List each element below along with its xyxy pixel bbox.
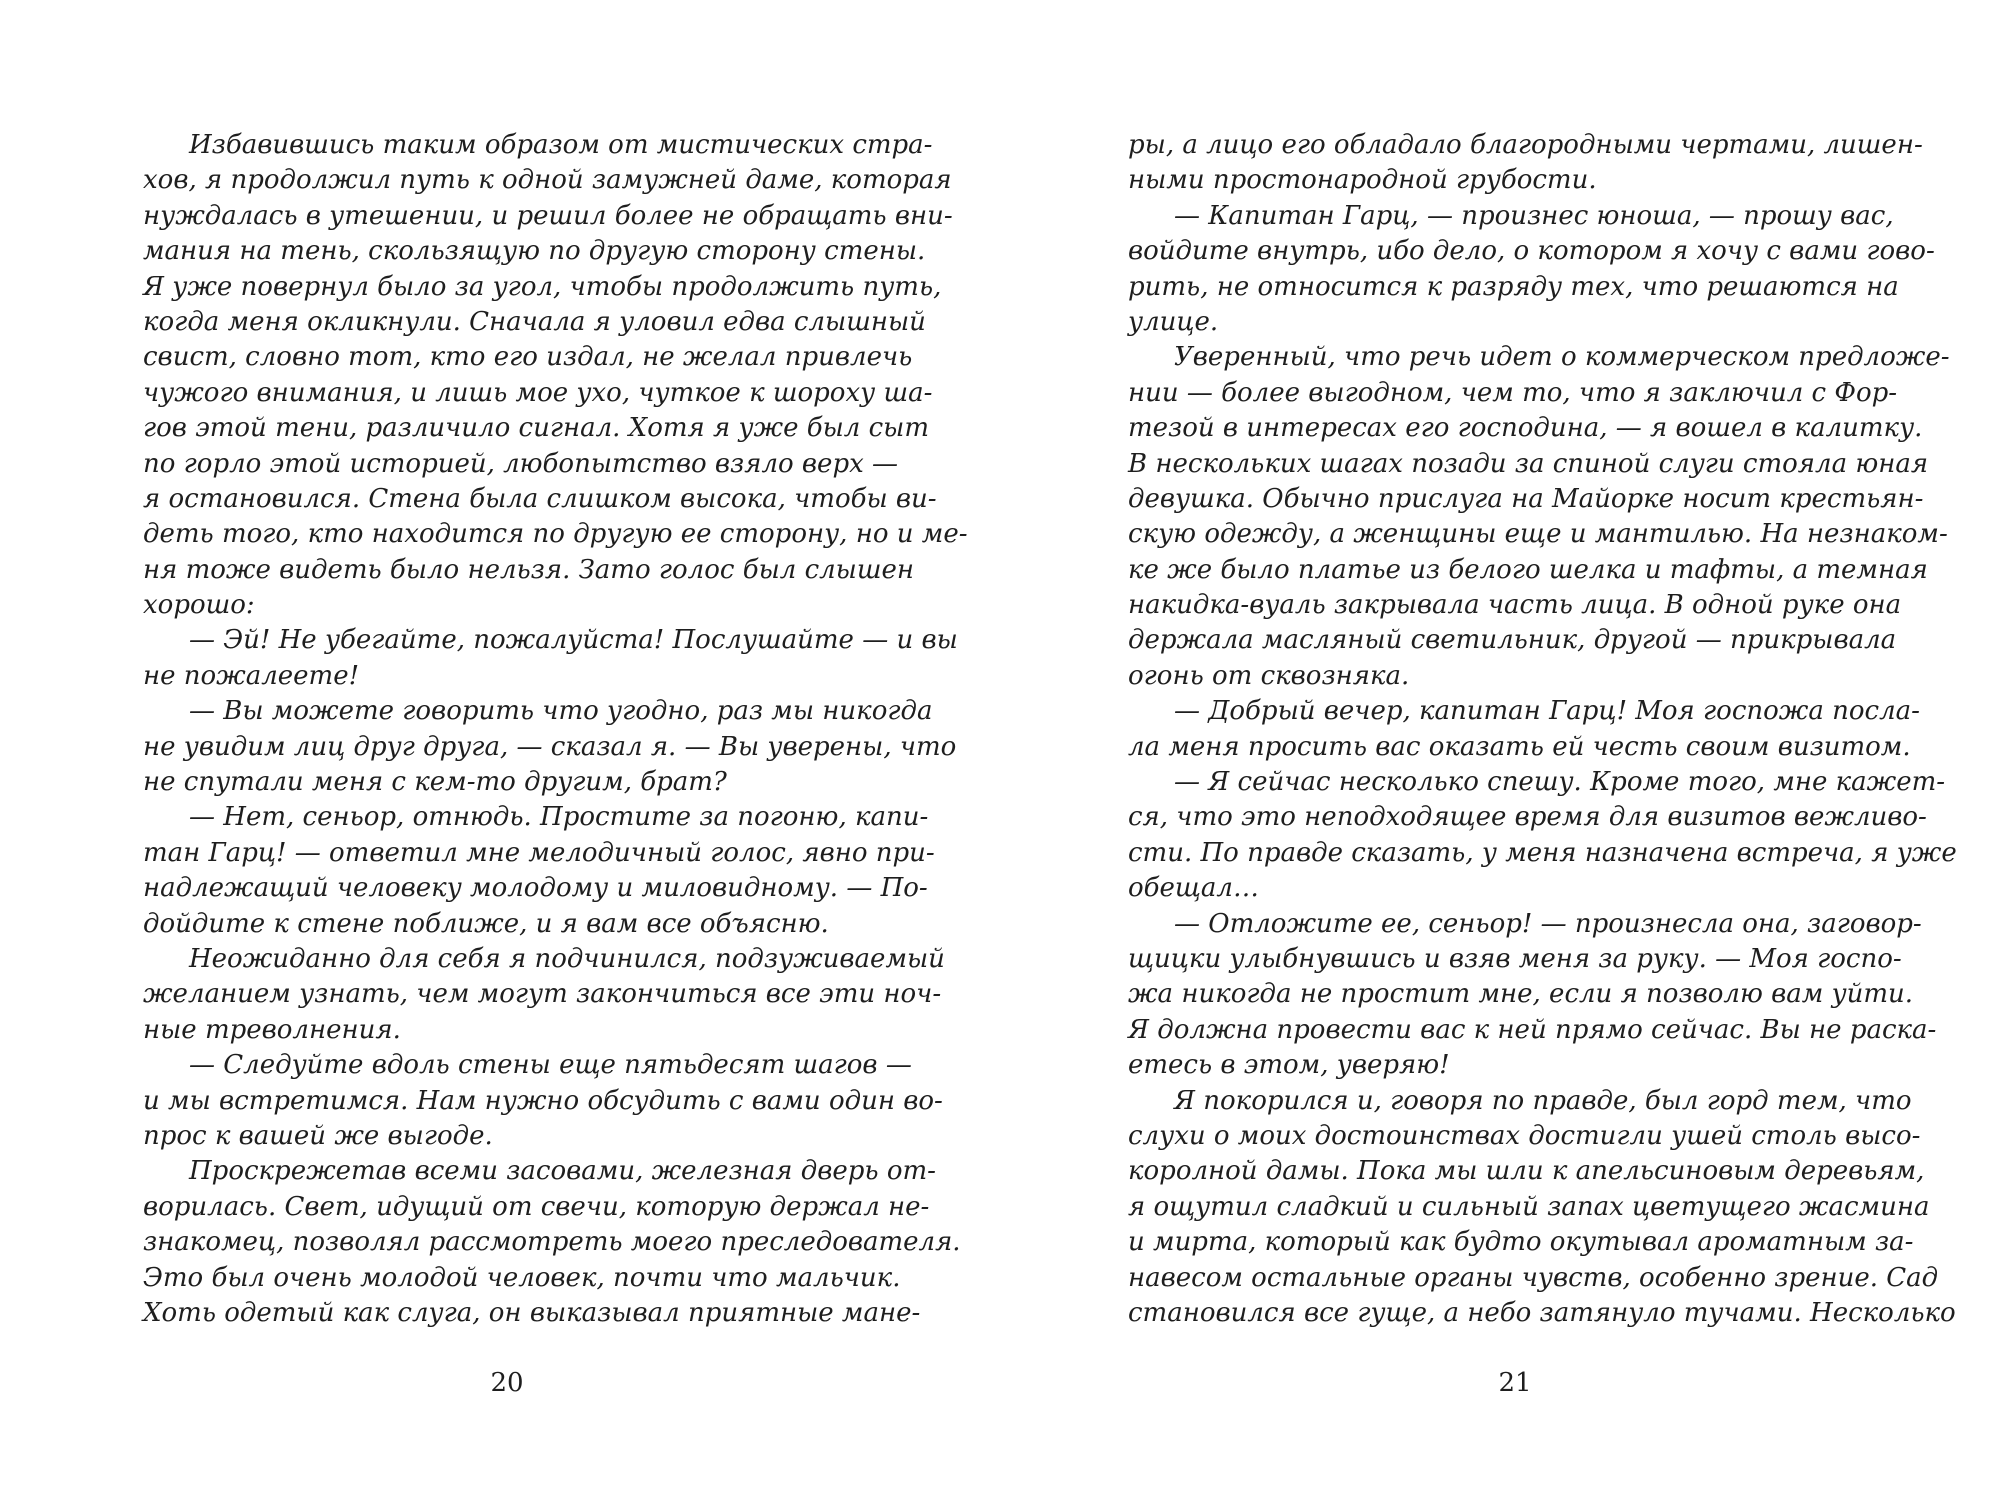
text-line: Я покорился и, говоря по правде, был горд тем, что <box>1174 1085 1912 1116</box>
text-line: желанием узнать, чем могут закончиться все эти ноч- <box>143 979 942 1010</box>
text-line: не спутали меня с кем-то другим, брат? <box>143 767 727 798</box>
text-line: я остановился. Стена была слишком высока, чтобы ви- <box>143 483 937 514</box>
text-line: — Я сейчас несколько спешу. Кроме того, мне кажет- <box>1174 767 1946 798</box>
text-line: ке же было платье из белого шелка и тафты, а темная <box>1128 554 1928 585</box>
text-line: Это был очень молодой человек, почти что мальчик. <box>143 1262 901 1293</box>
text-line: дойдите к стене поближе, и я вам все объясню. <box>143 908 829 939</box>
text-line: — Капитан Гарц, — произнес юноша, — прошу вас, <box>1174 200 1894 231</box>
text-line: обещал… <box>1128 873 1259 904</box>
text-line: войдите внутрь, ибо дело, о котором я хочу с вами гово- <box>1128 236 1935 267</box>
text-line: — Отложите ее, сеньор! — произнесла она, заговор- <box>1174 908 1922 939</box>
text-line: тезой в интересах его господина, — я вошел в калитку. <box>1128 413 1923 444</box>
text-line: не увидим лиц друг друга, — сказал я. — Вы уверены, что <box>143 731 957 762</box>
text-line: королной дамы. Пока мы шли к апельсиновым деревьям, <box>1128 1156 1925 1187</box>
text-line: не пожалеете! <box>143 660 360 691</box>
text-line: Я уже повернул было за угол, чтобы продолжить путь, <box>143 271 942 302</box>
text-line: хорошо: <box>143 590 255 621</box>
text-line: слухи о моих достоинствах достигли ушей столь высо- <box>1128 1120 1921 1151</box>
text-line: — Следуйте вдоль стены еще пятьдесят шагов — <box>189 1050 912 1081</box>
text-line: ры, а лицо его обладало благородными чертами, лишен- <box>1128 130 1923 160</box>
text-line: нии — более выгодном, чем то, что я заключил с Фор- <box>1128 377 1898 408</box>
text-line: деть того, кто находится по другую ее сторону, но и ме- <box>143 519 968 550</box>
text-line: сти. По правде сказать, у меня назначена встреча, я уже <box>1128 837 1957 868</box>
text-line: В нескольких шагах позади за спиной слуги стояла юная <box>1128 448 1929 479</box>
right-page-text <box>1128 128 1957 1331</box>
text-line: нуждалась в утешении, и решил более не обращать вни- <box>143 200 953 231</box>
text-line: щицки улыбнувшись и взяв меня за руку. — Моя госпо- <box>1128 943 1902 974</box>
text-line: накидка-вуаль закрывала часть лица. В одной руке она <box>1128 590 1902 621</box>
text-line: навесом остальные органы чувств, особенно зрение. Сад <box>1128 1262 1939 1293</box>
text-line: — Добрый вечер, капитан Гарц! Моя госпожа посла- <box>1174 696 1920 727</box>
text-line: жа никогда не простит мне, если я позволю вам уйти. <box>1128 979 1914 1010</box>
text-line: — Нет, сеньор, отнюдь. Простите за погоню, капи- <box>189 802 929 833</box>
text-line: рить, не относится к разряду тех, что решаются на <box>1128 271 1899 302</box>
text-line: когда меня окликнули. Сначала я уловил едва слышный <box>143 306 926 337</box>
right-page-number: 21 <box>1498 1368 1532 1398</box>
text-line: Хоть одетый как слуга, он выказывал приятные мане- <box>143 1297 921 1328</box>
text-line: ла меня просить вас оказать ей честь своим визитом. <box>1128 731 1911 762</box>
text-line: чужого внимания, и лишь мое ухо, чуткое к шороху ша- <box>143 377 933 408</box>
text-line: ные треволнения. <box>143 1014 401 1045</box>
text-line: прос к вашей же выгоде. <box>143 1120 493 1151</box>
text-line: ня тоже видеть было нельзя. Зато голос был слышен <box>143 554 914 585</box>
text-line: я ощутил сладкий и сильный запах цветущего жасмина <box>1128 1191 1930 1222</box>
text-line: Уверенный, что речь идет о коммерческом предложе- <box>1174 342 1950 373</box>
text-line: девушка. Обычно прислуга на Майорке носит крестьян- <box>1128 483 1924 514</box>
text-line: ворилась. Свет, идущий от свечи, которую держал не- <box>143 1191 930 1222</box>
text-line: Неожиданно для себя я подчинился, подзуживаемый <box>189 943 945 974</box>
left-page-text <box>143 128 968 1331</box>
text-line: — Вы можете говорить что угодно, раз мы никогда <box>189 696 933 727</box>
text-line: гов этой тени, различило сигнал. Хотя я уже был сыт <box>143 413 930 444</box>
text-line: ными простонародной грубости. <box>1128 165 1597 196</box>
text-line: и мы встретимся. Нам нужно обсудить с вами один во- <box>143 1085 943 1116</box>
text-line: огонь от сквозняка. <box>1128 660 1410 691</box>
text-line: Проскрежетав всеми засовами, железная дверь от- <box>189 1156 936 1187</box>
text-line: улице. <box>1128 306 1219 337</box>
text-line: ся, что это неподходящее время для визитов вежливо- <box>1128 802 1927 833</box>
text-line: и мирта, который как будто окутывал ароматным за- <box>1128 1227 1914 1258</box>
text-line: Избавившись таким образом от мистических стра- <box>189 130 933 160</box>
text-line: мания на тень, скользящую по другую сторону стены. <box>143 236 926 267</box>
text-line: становился все гуще, а небо затянуло тучами. Несколько <box>1128 1297 1956 1328</box>
left-page-number: 20 <box>490 1368 524 1398</box>
text-line: Я должна провести вас к ней прямо сейчас. Вы не раска- <box>1128 1014 1937 1045</box>
text-line: хов, я продолжил путь к одной замужней даме, которая <box>143 165 952 196</box>
text-line: етесь в этом, уверяю! <box>1128 1050 1450 1081</box>
text-line: знакомец, позволял рассмотреть моего преследователя. <box>143 1227 961 1258</box>
text-line: — Эй! Не убегайте, пожалуйста! Послушайте — и вы <box>189 625 958 656</box>
text-line: держала масляный светильник, другой — прикрывала <box>1128 625 1897 656</box>
text-line: скую одежду, а женщины еще и мантилью. На незнаком- <box>1128 519 1948 550</box>
text-line: надлежащий человеку молодому и миловидному. — По- <box>143 873 928 904</box>
text-line: тан Гарц! — ответил мне мелодичный голос, явно при- <box>143 837 935 868</box>
text-line: свист, словно тот, кто его издал, не желал привлечь <box>143 342 913 373</box>
text-line: по горло этой историей, любопытство взяло верх — <box>143 448 899 479</box>
